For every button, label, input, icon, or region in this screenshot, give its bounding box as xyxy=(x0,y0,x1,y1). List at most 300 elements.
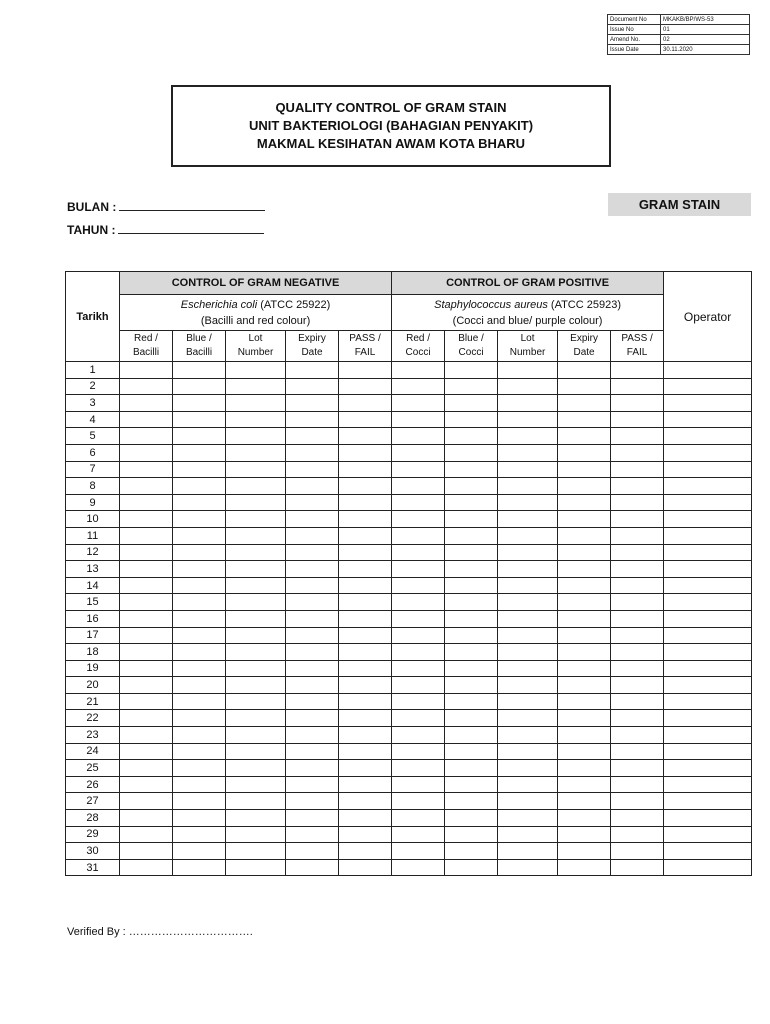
entry-cell[interactable] xyxy=(226,478,286,495)
entry-cell[interactable] xyxy=(445,527,498,544)
entry-cell[interactable] xyxy=(558,843,611,860)
entry-cell[interactable] xyxy=(498,693,558,710)
entry-cell[interactable] xyxy=(498,428,558,445)
entry-cell[interactable] xyxy=(445,478,498,495)
entry-cell[interactable] xyxy=(392,660,445,677)
entry-cell[interactable] xyxy=(664,843,752,860)
entry-cell[interactable] xyxy=(498,743,558,760)
entry-cell[interactable] xyxy=(498,444,558,461)
entry-cell[interactable] xyxy=(392,760,445,777)
entry-cell[interactable] xyxy=(392,859,445,876)
entry-cell[interactable] xyxy=(120,859,173,876)
entry-cell[interactable] xyxy=(558,810,611,827)
entry-cell[interactable] xyxy=(445,693,498,710)
entry-cell[interactable] xyxy=(498,793,558,810)
entry-cell[interactable] xyxy=(445,677,498,694)
entry-cell[interactable] xyxy=(611,743,664,760)
entry-cell[interactable] xyxy=(611,461,664,478)
entry-cell[interactable] xyxy=(558,511,611,528)
entry-cell[interactable] xyxy=(339,511,392,528)
entry-cell[interactable] xyxy=(392,494,445,511)
entry-cell[interactable] xyxy=(664,444,752,461)
entry-cell[interactable] xyxy=(286,793,339,810)
entry-cell[interactable] xyxy=(286,561,339,578)
entry-cell[interactable] xyxy=(498,494,558,511)
entry-cell[interactable] xyxy=(173,644,226,661)
entry-cell[interactable] xyxy=(226,561,286,578)
entry-cell[interactable] xyxy=(120,594,173,611)
entry-cell[interactable] xyxy=(226,428,286,445)
entry-cell[interactable] xyxy=(392,461,445,478)
entry-cell[interactable] xyxy=(445,627,498,644)
entry-cell[interactable] xyxy=(173,810,226,827)
entry-cell[interactable] xyxy=(392,810,445,827)
entry-cell[interactable] xyxy=(611,859,664,876)
entry-cell[interactable] xyxy=(664,660,752,677)
entry-cell[interactable] xyxy=(392,627,445,644)
entry-cell[interactable] xyxy=(173,843,226,860)
entry-cell[interactable] xyxy=(558,660,611,677)
entry-cell[interactable] xyxy=(120,362,173,379)
tahun-input-line[interactable] xyxy=(118,223,264,234)
entry-cell[interactable] xyxy=(286,544,339,561)
entry-cell[interactable] xyxy=(226,710,286,727)
entry-cell[interactable] xyxy=(286,378,339,395)
entry-cell[interactable] xyxy=(392,544,445,561)
entry-cell[interactable] xyxy=(445,577,498,594)
entry-cell[interactable] xyxy=(286,444,339,461)
entry-cell[interactable] xyxy=(339,610,392,627)
entry-cell[interactable] xyxy=(286,644,339,661)
entry-cell[interactable] xyxy=(611,511,664,528)
entry-cell[interactable] xyxy=(226,743,286,760)
entry-cell[interactable] xyxy=(173,710,226,727)
entry-cell[interactable] xyxy=(445,727,498,744)
entry-cell[interactable] xyxy=(558,710,611,727)
entry-cell[interactable] xyxy=(173,610,226,627)
entry-cell[interactable] xyxy=(120,660,173,677)
entry-cell[interactable] xyxy=(611,411,664,428)
entry-cell[interactable] xyxy=(226,793,286,810)
entry-cell[interactable] xyxy=(286,362,339,379)
entry-cell[interactable] xyxy=(339,843,392,860)
entry-cell[interactable] xyxy=(392,478,445,495)
entry-cell[interactable] xyxy=(339,428,392,445)
entry-cell[interactable] xyxy=(664,411,752,428)
entry-cell[interactable] xyxy=(120,760,173,777)
entry-cell[interactable] xyxy=(558,826,611,843)
entry-cell[interactable] xyxy=(611,494,664,511)
entry-cell[interactable] xyxy=(611,793,664,810)
entry-cell[interactable] xyxy=(611,776,664,793)
entry-cell[interactable] xyxy=(173,727,226,744)
entry-cell[interactable] xyxy=(664,378,752,395)
entry-cell[interactable] xyxy=(173,378,226,395)
entry-cell[interactable] xyxy=(339,859,392,876)
entry-cell[interactable] xyxy=(498,610,558,627)
entry-cell[interactable] xyxy=(392,577,445,594)
entry-cell[interactable] xyxy=(120,395,173,412)
entry-cell[interactable] xyxy=(498,378,558,395)
entry-cell[interactable] xyxy=(173,677,226,694)
entry-cell[interactable] xyxy=(392,561,445,578)
entry-cell[interactable] xyxy=(498,511,558,528)
entry-cell[interactable] xyxy=(226,610,286,627)
entry-cell[interactable] xyxy=(286,693,339,710)
entry-cell[interactable] xyxy=(226,494,286,511)
entry-cell[interactable] xyxy=(392,527,445,544)
entry-cell[interactable] xyxy=(339,644,392,661)
entry-cell[interactable] xyxy=(392,743,445,760)
entry-cell[interactable] xyxy=(611,362,664,379)
entry-cell[interactable] xyxy=(558,727,611,744)
entry-cell[interactable] xyxy=(120,743,173,760)
entry-cell[interactable] xyxy=(445,378,498,395)
entry-cell[interactable] xyxy=(226,810,286,827)
entry-cell[interactable] xyxy=(498,710,558,727)
entry-cell[interactable] xyxy=(173,660,226,677)
entry-cell[interactable] xyxy=(558,428,611,445)
entry-cell[interactable] xyxy=(286,859,339,876)
entry-cell[interactable] xyxy=(120,843,173,860)
entry-cell[interactable] xyxy=(664,428,752,445)
entry-cell[interactable] xyxy=(120,378,173,395)
entry-cell[interactable] xyxy=(392,693,445,710)
entry-cell[interactable] xyxy=(498,395,558,412)
entry-cell[interactable] xyxy=(226,776,286,793)
entry-cell[interactable] xyxy=(339,627,392,644)
entry-cell[interactable] xyxy=(120,511,173,528)
entry-cell[interactable] xyxy=(339,411,392,428)
entry-cell[interactable] xyxy=(286,710,339,727)
entry-cell[interactable] xyxy=(664,511,752,528)
entry-cell[interactable] xyxy=(120,627,173,644)
entry-cell[interactable] xyxy=(339,776,392,793)
entry-cell[interactable] xyxy=(286,743,339,760)
entry-cell[interactable] xyxy=(558,378,611,395)
entry-cell[interactable] xyxy=(339,494,392,511)
entry-cell[interactable] xyxy=(498,776,558,793)
entry-cell[interactable] xyxy=(558,859,611,876)
entry-cell[interactable] xyxy=(611,710,664,727)
entry-cell[interactable] xyxy=(120,561,173,578)
entry-cell[interactable] xyxy=(226,660,286,677)
entry-cell[interactable] xyxy=(173,395,226,412)
entry-cell[interactable] xyxy=(173,577,226,594)
entry-cell[interactable] xyxy=(664,810,752,827)
entry-cell[interactable] xyxy=(286,527,339,544)
entry-cell[interactable] xyxy=(173,859,226,876)
entry-cell[interactable] xyxy=(558,760,611,777)
entry-cell[interactable] xyxy=(611,693,664,710)
entry-cell[interactable] xyxy=(664,577,752,594)
entry-cell[interactable] xyxy=(611,826,664,843)
entry-cell[interactable] xyxy=(173,627,226,644)
entry-cell[interactable] xyxy=(392,710,445,727)
entry-cell[interactable] xyxy=(498,677,558,694)
entry-cell[interactable] xyxy=(120,494,173,511)
entry-cell[interactable] xyxy=(611,378,664,395)
entry-cell[interactable] xyxy=(558,494,611,511)
entry-cell[interactable] xyxy=(558,444,611,461)
entry-cell[interactable] xyxy=(445,411,498,428)
entry-cell[interactable] xyxy=(498,644,558,661)
entry-cell[interactable] xyxy=(120,826,173,843)
entry-cell[interactable] xyxy=(173,544,226,561)
entry-cell[interactable] xyxy=(392,428,445,445)
entry-cell[interactable] xyxy=(339,660,392,677)
entry-cell[interactable] xyxy=(664,627,752,644)
entry-cell[interactable] xyxy=(339,710,392,727)
entry-cell[interactable] xyxy=(445,793,498,810)
entry-cell[interactable] xyxy=(498,577,558,594)
entry-cell[interactable] xyxy=(445,444,498,461)
entry-cell[interactable] xyxy=(445,395,498,412)
entry-cell[interactable] xyxy=(173,693,226,710)
entry-cell[interactable] xyxy=(286,660,339,677)
entry-cell[interactable] xyxy=(392,776,445,793)
entry-cell[interactable] xyxy=(664,494,752,511)
entry-cell[interactable] xyxy=(173,511,226,528)
entry-cell[interactable] xyxy=(286,677,339,694)
entry-cell[interactable] xyxy=(120,527,173,544)
entry-cell[interactable] xyxy=(498,561,558,578)
entry-cell[interactable] xyxy=(339,527,392,544)
entry-cell[interactable] xyxy=(286,461,339,478)
entry-cell[interactable] xyxy=(611,610,664,627)
entry-cell[interactable] xyxy=(286,810,339,827)
entry-cell[interactable] xyxy=(664,793,752,810)
entry-cell[interactable] xyxy=(558,594,611,611)
entry-cell[interactable] xyxy=(286,594,339,611)
entry-cell[interactable] xyxy=(445,710,498,727)
entry-cell[interactable] xyxy=(226,411,286,428)
entry-cell[interactable] xyxy=(226,693,286,710)
entry-cell[interactable] xyxy=(173,411,226,428)
entry-cell[interactable] xyxy=(445,644,498,661)
entry-cell[interactable] xyxy=(445,843,498,860)
entry-cell[interactable] xyxy=(664,544,752,561)
entry-cell[interactable] xyxy=(120,544,173,561)
entry-cell[interactable] xyxy=(498,859,558,876)
entry-cell[interactable] xyxy=(611,478,664,495)
entry-cell[interactable] xyxy=(339,826,392,843)
entry-cell[interactable] xyxy=(664,693,752,710)
entry-cell[interactable] xyxy=(173,776,226,793)
entry-cell[interactable] xyxy=(445,743,498,760)
entry-cell[interactable] xyxy=(498,411,558,428)
entry-cell[interactable] xyxy=(664,478,752,495)
entry-cell[interactable] xyxy=(339,693,392,710)
entry-cell[interactable] xyxy=(226,527,286,544)
entry-cell[interactable] xyxy=(498,810,558,827)
entry-cell[interactable] xyxy=(445,561,498,578)
entry-cell[interactable] xyxy=(120,577,173,594)
entry-cell[interactable] xyxy=(173,494,226,511)
entry-cell[interactable] xyxy=(498,544,558,561)
entry-cell[interactable] xyxy=(339,362,392,379)
entry-cell[interactable] xyxy=(558,544,611,561)
entry-cell[interactable] xyxy=(611,843,664,860)
entry-cell[interactable] xyxy=(558,478,611,495)
entry-cell[interactable] xyxy=(611,527,664,544)
entry-cell[interactable] xyxy=(392,411,445,428)
entry-cell[interactable] xyxy=(558,561,611,578)
entry-cell[interactable] xyxy=(558,793,611,810)
entry-cell[interactable] xyxy=(286,428,339,445)
entry-cell[interactable] xyxy=(664,395,752,412)
entry-cell[interactable] xyxy=(498,527,558,544)
entry-cell[interactable] xyxy=(611,810,664,827)
entry-cell[interactable] xyxy=(173,362,226,379)
entry-cell[interactable] xyxy=(664,594,752,611)
entry-cell[interactable] xyxy=(392,594,445,611)
entry-cell[interactable] xyxy=(286,627,339,644)
entry-cell[interactable] xyxy=(226,378,286,395)
entry-cell[interactable] xyxy=(173,478,226,495)
entry-cell[interactable] xyxy=(558,362,611,379)
entry-cell[interactable] xyxy=(286,395,339,412)
entry-cell[interactable] xyxy=(286,826,339,843)
entry-cell[interactable] xyxy=(173,428,226,445)
entry-cell[interactable] xyxy=(498,478,558,495)
entry-cell[interactable] xyxy=(226,760,286,777)
entry-cell[interactable] xyxy=(339,793,392,810)
entry-cell[interactable] xyxy=(498,843,558,860)
entry-cell[interactable] xyxy=(286,478,339,495)
entry-cell[interactable] xyxy=(120,411,173,428)
entry-cell[interactable] xyxy=(339,478,392,495)
entry-cell[interactable] xyxy=(498,727,558,744)
entry-cell[interactable] xyxy=(498,362,558,379)
entry-cell[interactable] xyxy=(226,395,286,412)
entry-cell[interactable] xyxy=(664,561,752,578)
entry-cell[interactable] xyxy=(339,461,392,478)
entry-cell[interactable] xyxy=(611,577,664,594)
entry-cell[interactable] xyxy=(226,727,286,744)
entry-cell[interactable] xyxy=(286,494,339,511)
entry-cell[interactable] xyxy=(558,461,611,478)
entry-cell[interactable] xyxy=(611,544,664,561)
entry-cell[interactable] xyxy=(173,461,226,478)
entry-cell[interactable] xyxy=(498,594,558,611)
entry-cell[interactable] xyxy=(445,610,498,627)
entry-cell[interactable] xyxy=(611,395,664,412)
entry-cell[interactable] xyxy=(445,362,498,379)
entry-cell[interactable] xyxy=(173,760,226,777)
entry-cell[interactable] xyxy=(226,544,286,561)
entry-cell[interactable] xyxy=(558,776,611,793)
entry-cell[interactable] xyxy=(392,511,445,528)
entry-cell[interactable] xyxy=(226,362,286,379)
entry-cell[interactable] xyxy=(664,644,752,661)
entry-cell[interactable] xyxy=(611,644,664,661)
entry-cell[interactable] xyxy=(339,378,392,395)
entry-cell[interactable] xyxy=(226,577,286,594)
entry-cell[interactable] xyxy=(445,494,498,511)
entry-cell[interactable] xyxy=(286,610,339,627)
entry-cell[interactable] xyxy=(664,826,752,843)
entry-cell[interactable] xyxy=(226,627,286,644)
entry-cell[interactable] xyxy=(611,627,664,644)
entry-cell[interactable] xyxy=(664,362,752,379)
entry-cell[interactable] xyxy=(445,594,498,611)
entry-cell[interactable] xyxy=(611,727,664,744)
entry-cell[interactable] xyxy=(664,727,752,744)
entry-cell[interactable] xyxy=(339,395,392,412)
entry-cell[interactable] xyxy=(445,776,498,793)
entry-cell[interactable] xyxy=(339,810,392,827)
entry-cell[interactable] xyxy=(120,461,173,478)
entry-cell[interactable] xyxy=(664,527,752,544)
entry-cell[interactable] xyxy=(120,610,173,627)
entry-cell[interactable] xyxy=(611,594,664,611)
entry-cell[interactable] xyxy=(558,693,611,710)
entry-cell[interactable] xyxy=(392,610,445,627)
entry-cell[interactable] xyxy=(445,511,498,528)
entry-cell[interactable] xyxy=(339,677,392,694)
entry-cell[interactable] xyxy=(226,677,286,694)
entry-cell[interactable] xyxy=(226,843,286,860)
entry-cell[interactable] xyxy=(339,760,392,777)
entry-cell[interactable] xyxy=(558,411,611,428)
entry-cell[interactable] xyxy=(286,776,339,793)
entry-cell[interactable] xyxy=(392,395,445,412)
entry-cell[interactable] xyxy=(392,444,445,461)
entry-cell[interactable] xyxy=(611,561,664,578)
entry-cell[interactable] xyxy=(664,760,752,777)
entry-cell[interactable] xyxy=(392,727,445,744)
entry-cell[interactable] xyxy=(226,859,286,876)
entry-cell[interactable] xyxy=(120,677,173,694)
entry-cell[interactable] xyxy=(664,776,752,793)
entry-cell[interactable] xyxy=(286,760,339,777)
entry-cell[interactable] xyxy=(611,660,664,677)
entry-cell[interactable] xyxy=(498,627,558,644)
entry-cell[interactable] xyxy=(173,561,226,578)
entry-cell[interactable] xyxy=(445,810,498,827)
entry-cell[interactable] xyxy=(286,727,339,744)
entry-cell[interactable] xyxy=(339,561,392,578)
entry-cell[interactable] xyxy=(445,428,498,445)
entry-cell[interactable] xyxy=(173,444,226,461)
entry-cell[interactable] xyxy=(226,461,286,478)
entry-cell[interactable] xyxy=(173,793,226,810)
entry-cell[interactable] xyxy=(445,826,498,843)
entry-cell[interactable] xyxy=(664,743,752,760)
entry-cell[interactable] xyxy=(445,544,498,561)
entry-cell[interactable] xyxy=(664,710,752,727)
entry-cell[interactable] xyxy=(173,594,226,611)
entry-cell[interactable] xyxy=(173,826,226,843)
entry-cell[interactable] xyxy=(339,544,392,561)
entry-cell[interactable] xyxy=(498,760,558,777)
entry-cell[interactable] xyxy=(558,610,611,627)
entry-cell[interactable] xyxy=(392,677,445,694)
entry-cell[interactable] xyxy=(498,660,558,677)
entry-cell[interactable] xyxy=(558,677,611,694)
entry-cell[interactable] xyxy=(392,378,445,395)
entry-cell[interactable] xyxy=(173,743,226,760)
entry-cell[interactable] xyxy=(226,826,286,843)
entry-cell[interactable] xyxy=(339,444,392,461)
entry-cell[interactable] xyxy=(392,362,445,379)
entry-cell[interactable] xyxy=(664,461,752,478)
entry-cell[interactable] xyxy=(339,727,392,744)
entry-cell[interactable] xyxy=(498,826,558,843)
entry-cell[interactable] xyxy=(286,577,339,594)
entry-cell[interactable] xyxy=(445,859,498,876)
